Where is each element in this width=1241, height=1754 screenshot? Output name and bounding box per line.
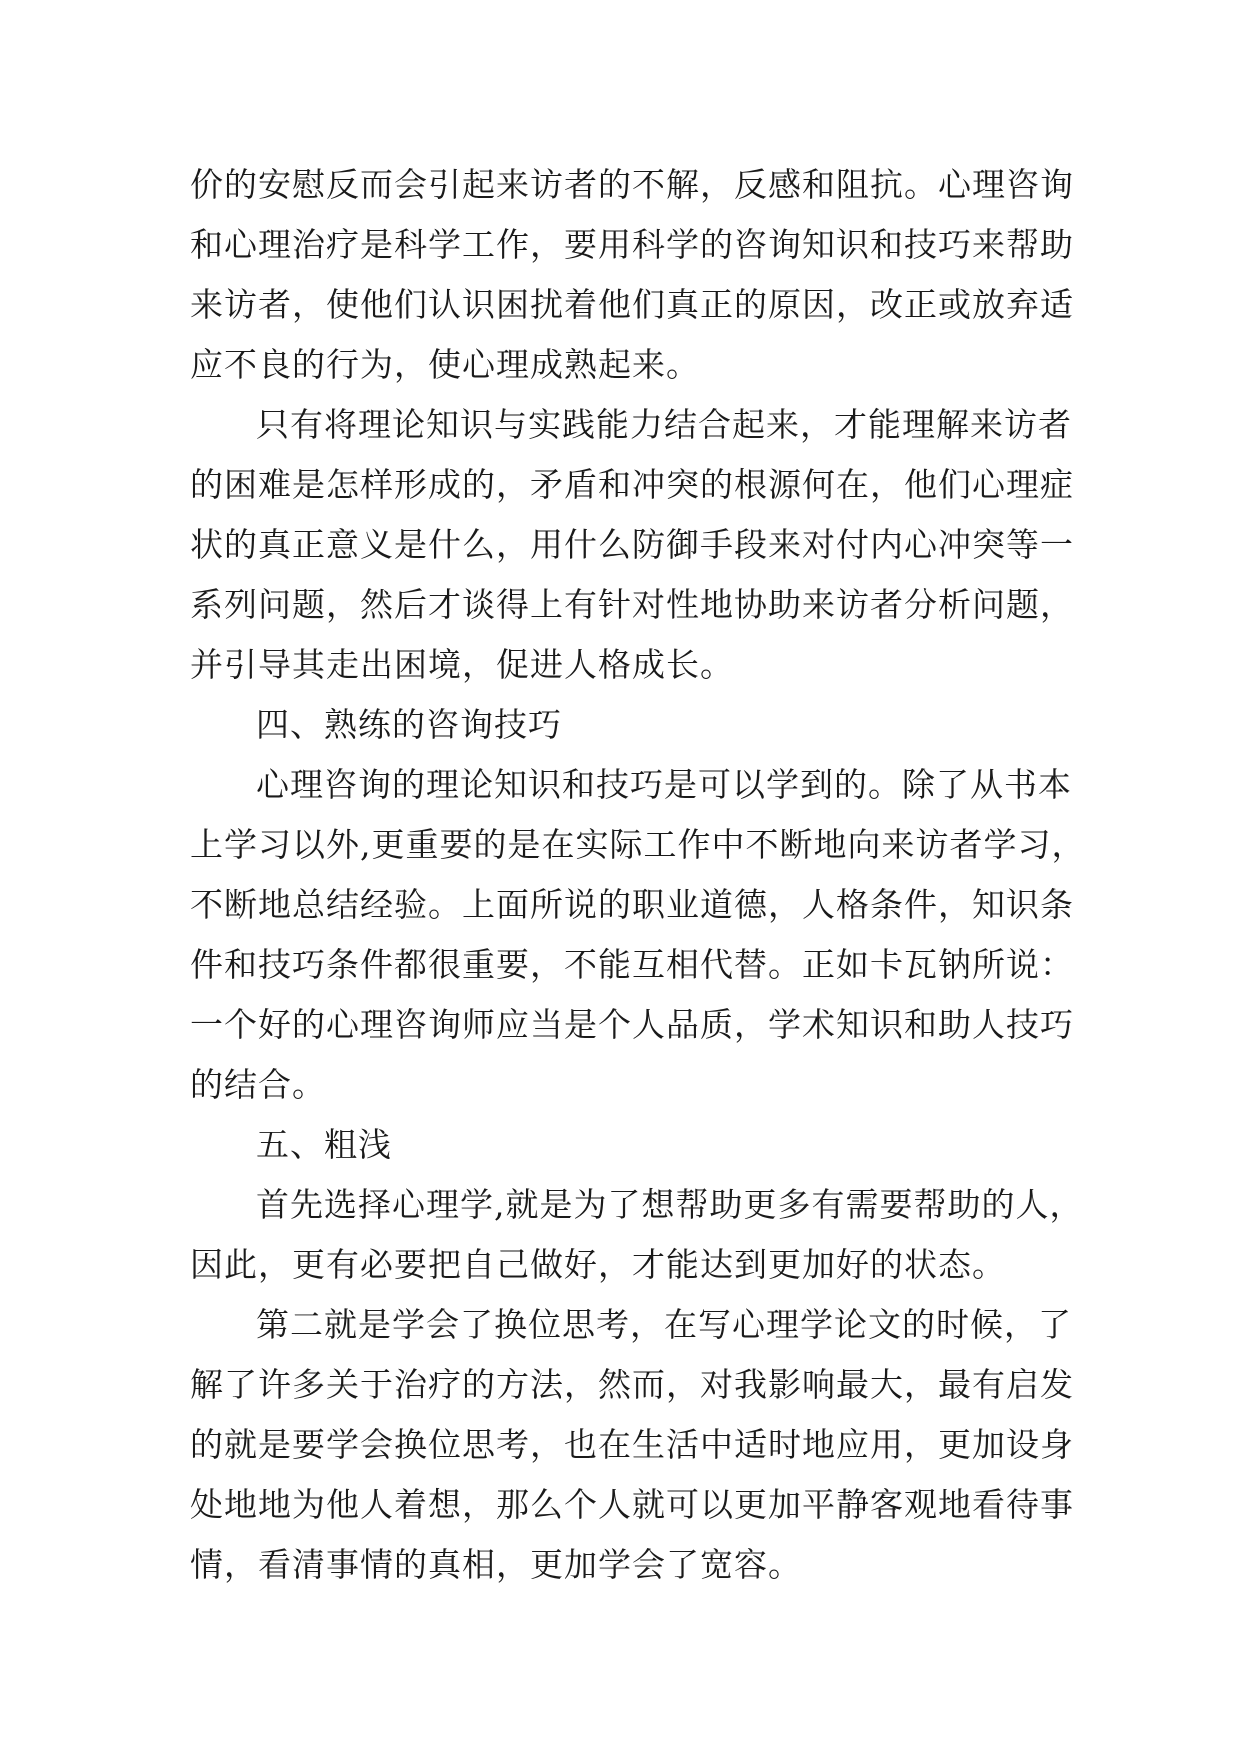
- text-line: 的结合。: [190, 1065, 326, 1104]
- text-line: 应不良的行为，使心理成熟起来。: [190, 345, 700, 384]
- text-line: 不断地总结经验。上面所说的职业道德，人格条件，知识条: [190, 885, 1074, 924]
- section-heading: 五、粗浅: [256, 1125, 392, 1164]
- text-line: 解了许多关于治疗的方法，然而，对我影响最大，最有启发: [190, 1365, 1074, 1404]
- paragraph-first-line: 只有将理论知识与实践能力结合起来，才能理解来访者: [256, 405, 1072, 444]
- text-line: 的困难是怎样形成的，矛盾和冲突的根源何在，他们心理症: [190, 465, 1074, 504]
- text-line: 价的安慰反而会引起来访者的不解，反感和阻抗。心理咨询: [190, 165, 1074, 204]
- paragraph-first-line: 首先选择心理学,就是为了想帮助更多有需要帮助的人，: [256, 1185, 1084, 1224]
- text-line: 并引导其走出困境，促进人格成长。: [190, 645, 734, 684]
- text-line: 的就是要学会换位思考，也在生活中适时地应用，更加设身: [190, 1425, 1074, 1464]
- text-line: 情，看清事情的真相，更加学会了宽容。: [190, 1545, 802, 1584]
- paragraph-first-line: 心理咨询的理论知识和技巧是可以学到的。除了从书本: [256, 765, 1072, 804]
- text-line: 处地地为他人着想，那么个人就可以更加平静客观地看待事: [190, 1485, 1074, 1524]
- text-line: 和心理治疗是科学工作，要用科学的咨询知识和技巧来帮助: [190, 225, 1074, 264]
- text-line: 状的真正意义是什么，用什么防御手段来对付内心冲突等一: [190, 525, 1074, 564]
- paragraph-first-line: 第二就是学会了换位思考，在写心理学论文的时候，了: [256, 1305, 1072, 1344]
- text-line: 因此，更有必要把自己做好，才能达到更加好的状态。: [190, 1245, 1006, 1284]
- text-line: 件和技巧条件都很重要，不能互相代替。正如卡瓦钠所说：: [190, 945, 1074, 984]
- text-line: 来访者，使他们认识困扰着他们真正的原因，改正或放弃适: [190, 285, 1074, 324]
- text-line: 系列问题，然后才谈得上有针对性地协助来访者分析问题，: [190, 585, 1074, 624]
- text-line: 一个好的心理咨询师应当是个人品质，学术知识和助人技巧: [190, 1005, 1074, 1044]
- text-line: 上学习以外,更重要的是在实际工作中不断地向来访者学习，: [190, 825, 1086, 864]
- section-heading: 四、熟练的咨询技巧: [256, 705, 562, 744]
